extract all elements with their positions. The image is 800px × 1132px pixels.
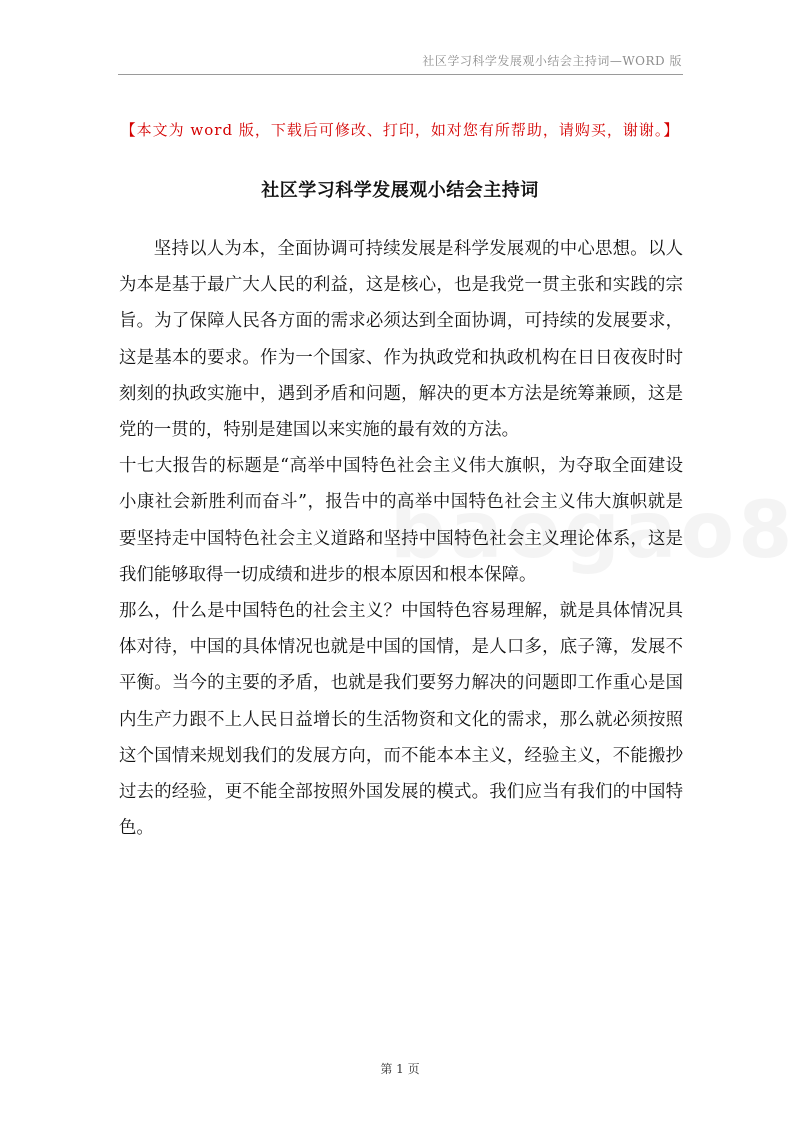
paragraph-1: 坚持以人为本，全面协调可持续发展是科学发展观的中心思想。以人为本是基于最广大人民的利益，这是核心，也是我党一贯主张和实践的宗旨。为了保障人民各方面的需求必须达到全面协调，可持续的发展要求，这是基本的要求。作为一个国家、作为执政党和执政机构在日日夜夜时时刻刻的执政实施中，遇到矛盾和问题，解决的更本方法是统筹兼顾，这是党的一贯的，特别是建国以来实施的最有效的方法。	[119, 239, 683, 441]
paragraph-2: 十七大报告的标题是“高举中国特色社会主义伟大旗帜，为夺取全面建设小康社会新胜利而奋斗”，报告中的高举中国特色社会主义伟大旗帜就是要坚持走中国特色社会主义道路和坚持中国特色社会主义理论体系，这是我们能够取得一切成绩和进步的根本原因和根本保障。	[119, 456, 683, 585]
purchase-notice: 【本文为 word 版，下载后可修改、打印，如对您有所帮助，请购买，谢谢。】	[120, 121, 680, 139]
document-body	[119, 231, 683, 846]
document-title: 社区学习科学发展观小结会主持词	[261, 180, 539, 201]
running-header: 社区学习科学发展观小结会主持词—WORD 版	[422, 54, 682, 68]
page-number: 第 1 页	[380, 1062, 420, 1076]
paragraph-3: 那么，什么是中国特色的社会主义？中国特色容易理解，就是具体情况具体对待，中国的具体情况也就是中国的国情，是人口多，底子簿，发展不平衡。当今的主要的矛盾，也就是我们要努力解决的问题即工作重心是国内生产力跟不上人民日益增长的生活物资和文化的需求，那么就必须按照这个国情来规划我们的发展方向，而不能本本主义，经验主义，不能搬抄过去的经验，更不能全部按照外国发展的模式。我们应当有我们的中国特色。	[119, 601, 683, 839]
header-divider	[118, 74, 683, 75]
